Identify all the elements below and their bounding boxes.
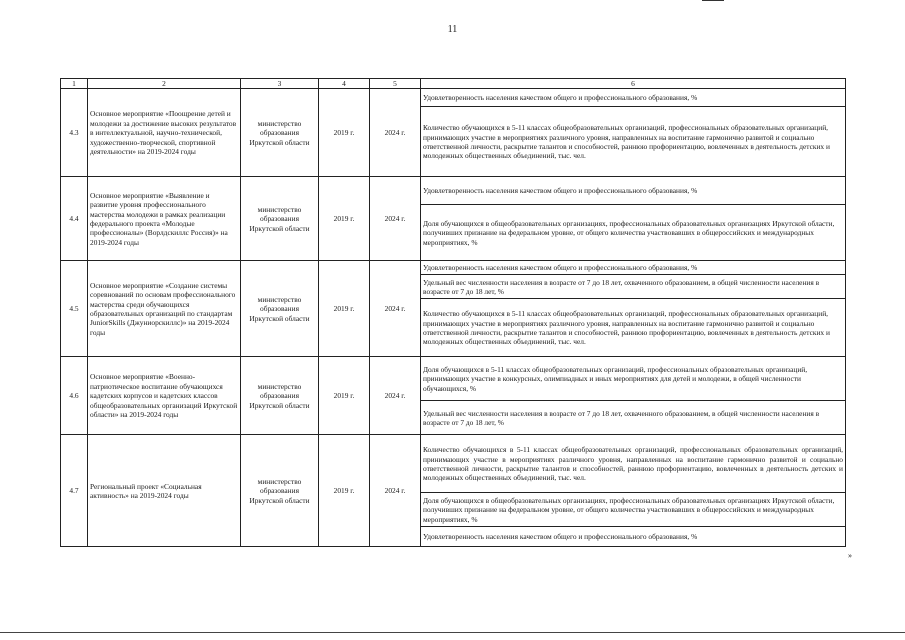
- indicator: Удельный вес численности населения в возрасте от 7 до 18 лет, охваченного образованием, в общей численности населения в возрасте от 7 до 18 лет, %: [421, 401, 846, 435]
- executor: министерство образования Иркутской области: [241, 177, 319, 261]
- end-year: 2024 г.: [370, 89, 421, 177]
- header-col-6: 6: [421, 79, 846, 89]
- table-row: [61, 89, 846, 107]
- start-year: 2019 г.: [319, 261, 370, 357]
- indicator: Доля обучающихся в общеобразовательных организациях, профессиональных образовательных организациях Иркутской области, получивших признание на федеральном уровне, от общего количества участвовавших в общероссийских и международных мероприятиях, %: [421, 493, 846, 527]
- table-row: [61, 357, 846, 401]
- measure-name: Основное мероприятие «Поощрение детей и молодежи за достижение высоких результатов в интеллектуальной, научно-технической, художественно-творческой, спортивной деятельности» на 2019-2024 годы: [88, 89, 241, 177]
- indicator: Удельный вес численности населения в возрасте от 7 до 18 лет, охваченного образованием, в общей численности населения в возрасте от 7 до 18 лет, %: [421, 275, 846, 299]
- end-year: 2024 г.: [370, 357, 421, 435]
- start-year: 2019 г.: [319, 357, 370, 435]
- end-year: 2024 г.: [370, 435, 421, 547]
- indicator: Количество обучающихся в 5-11 классах общеобразовательных организаций, профессиональных образовательных организаций, принимающих участие в мероприятиях различного уровня, направленных на воспитание гармонично развитой и социально ответственной личности, раскрытие талантов и способностей, раннюю профориентацию, вовлеченных в деятельность детских и молодежных общественных объединений, тыс. чел.: [421, 299, 846, 357]
- measure-name: Основное мероприятие «Создание системы соревнований по основам профессионального мастерства среди обучающихся образовательных организаций по стандартам JuniorSkills (Джуниорскиллс)» на 2019-2024 годы: [88, 261, 241, 357]
- measure-name: Основное мероприятие «Военно-патриотическое воспитание обучающихся кадетских корпусов и кадетских классов общеобразовательных организаций Иркутской области» на 2019-2024 годы: [88, 357, 241, 435]
- indicator: Количество обучающихся в 5-11 классах общеобразовательных организаций, профессиональных образовательных организаций, принимающих участие в мероприятиях различного уровня, направленных на воспитание гармонично развитой и социально ответственной личности, раскрытие талантов и способностей, раннюю профориентацию, вовлеченных в деятельность детских и молодежных общественных объединений, тыс. чел.: [421, 107, 846, 177]
- header-col-2: 2: [88, 79, 241, 89]
- measure-name: Основное мероприятие «Выявление и развитие уровня профессионального мастерства молодежи в рамках реализации федерального проекта «Молодые профессионалы» (Ворлдскиллс Россия)» на 2019-2024 годы: [88, 177, 241, 261]
- start-year: 2019 г.: [319, 435, 370, 547]
- indicator: Доля обучающихся в общеобразовательных организациях, профессиональных образовательных организациях Иркутской области, получивших признание на федеральном уровне, от общего количества участвовавших в общероссийских и международных мероприятиях, %: [421, 205, 846, 261]
- row-number: 4.5: [61, 261, 88, 357]
- header-row: [61, 79, 846, 89]
- measure-name: Региональный проект «Социальная активность» на 2019-2024 годы: [88, 435, 241, 547]
- start-year: 2019 г.: [319, 89, 370, 177]
- header-col-3: 3: [241, 79, 319, 89]
- indicator: Удовлетворенность населения качеством общего и профессионального образования, %: [421, 261, 846, 275]
- page-bottom-rule: [0, 632, 905, 633]
- table-row: [61, 177, 846, 205]
- indicator: Удовлетворенность населения качеством общего и профессионального образования, %: [421, 89, 846, 107]
- header-col-1: 1: [61, 79, 88, 89]
- indicator: Удовлетворенность населения качеством общего и профессионального образования, %: [421, 177, 846, 205]
- indicator: Удовлетворенность населения качеством общего и профессионального образования, %: [421, 527, 846, 547]
- header-col-4: 4: [319, 79, 370, 89]
- row-number: 4.3: [61, 89, 88, 177]
- indicator: Доля обучающихся в 5-11 классах общеобразовательных организаций, профессиональных образовательных организаций, принимающих участие в конкурсных, олимпиадных и иных мероприятиях для детей и молодежи, в общей численности обучающихся, %: [421, 357, 846, 401]
- row-number: 4.7: [61, 435, 88, 547]
- scan-mark: [702, 0, 724, 1]
- start-year: 2019 г.: [319, 177, 370, 261]
- header-col-5: 5: [370, 79, 421, 89]
- page-number: 11: [447, 24, 458, 35]
- end-year: 2024 г.: [370, 177, 421, 261]
- table-row: [61, 435, 846, 493]
- program-table: [60, 78, 846, 547]
- executor: министерство образования Иркутской области: [241, 89, 319, 177]
- end-year: 2024 г.: [370, 261, 421, 357]
- scan-artifact: »: [848, 551, 852, 560]
- indicator: Количество обучающихся в 5-11 классах общеобразовательных организаций, профессиональных образовательных организаций, принимающих участие в мероприятиях различного уровня, направленных на воспитание гармонично развитой и социально ответственной личности, раскрытие талантов и способностей, раннюю профориентацию, вовлеченных в деятельность детских и молодежных общественных объединений, тыс. чел.: [421, 435, 846, 493]
- executor: министерство образования Иркутской области: [241, 357, 319, 435]
- executor: министерство образования Иркутской области: [241, 261, 319, 357]
- executor: министерство образования Иркутской области: [241, 435, 319, 547]
- row-number: 4.4: [61, 177, 88, 261]
- row-number: 4.6: [61, 357, 88, 435]
- table-row: [61, 261, 846, 275]
